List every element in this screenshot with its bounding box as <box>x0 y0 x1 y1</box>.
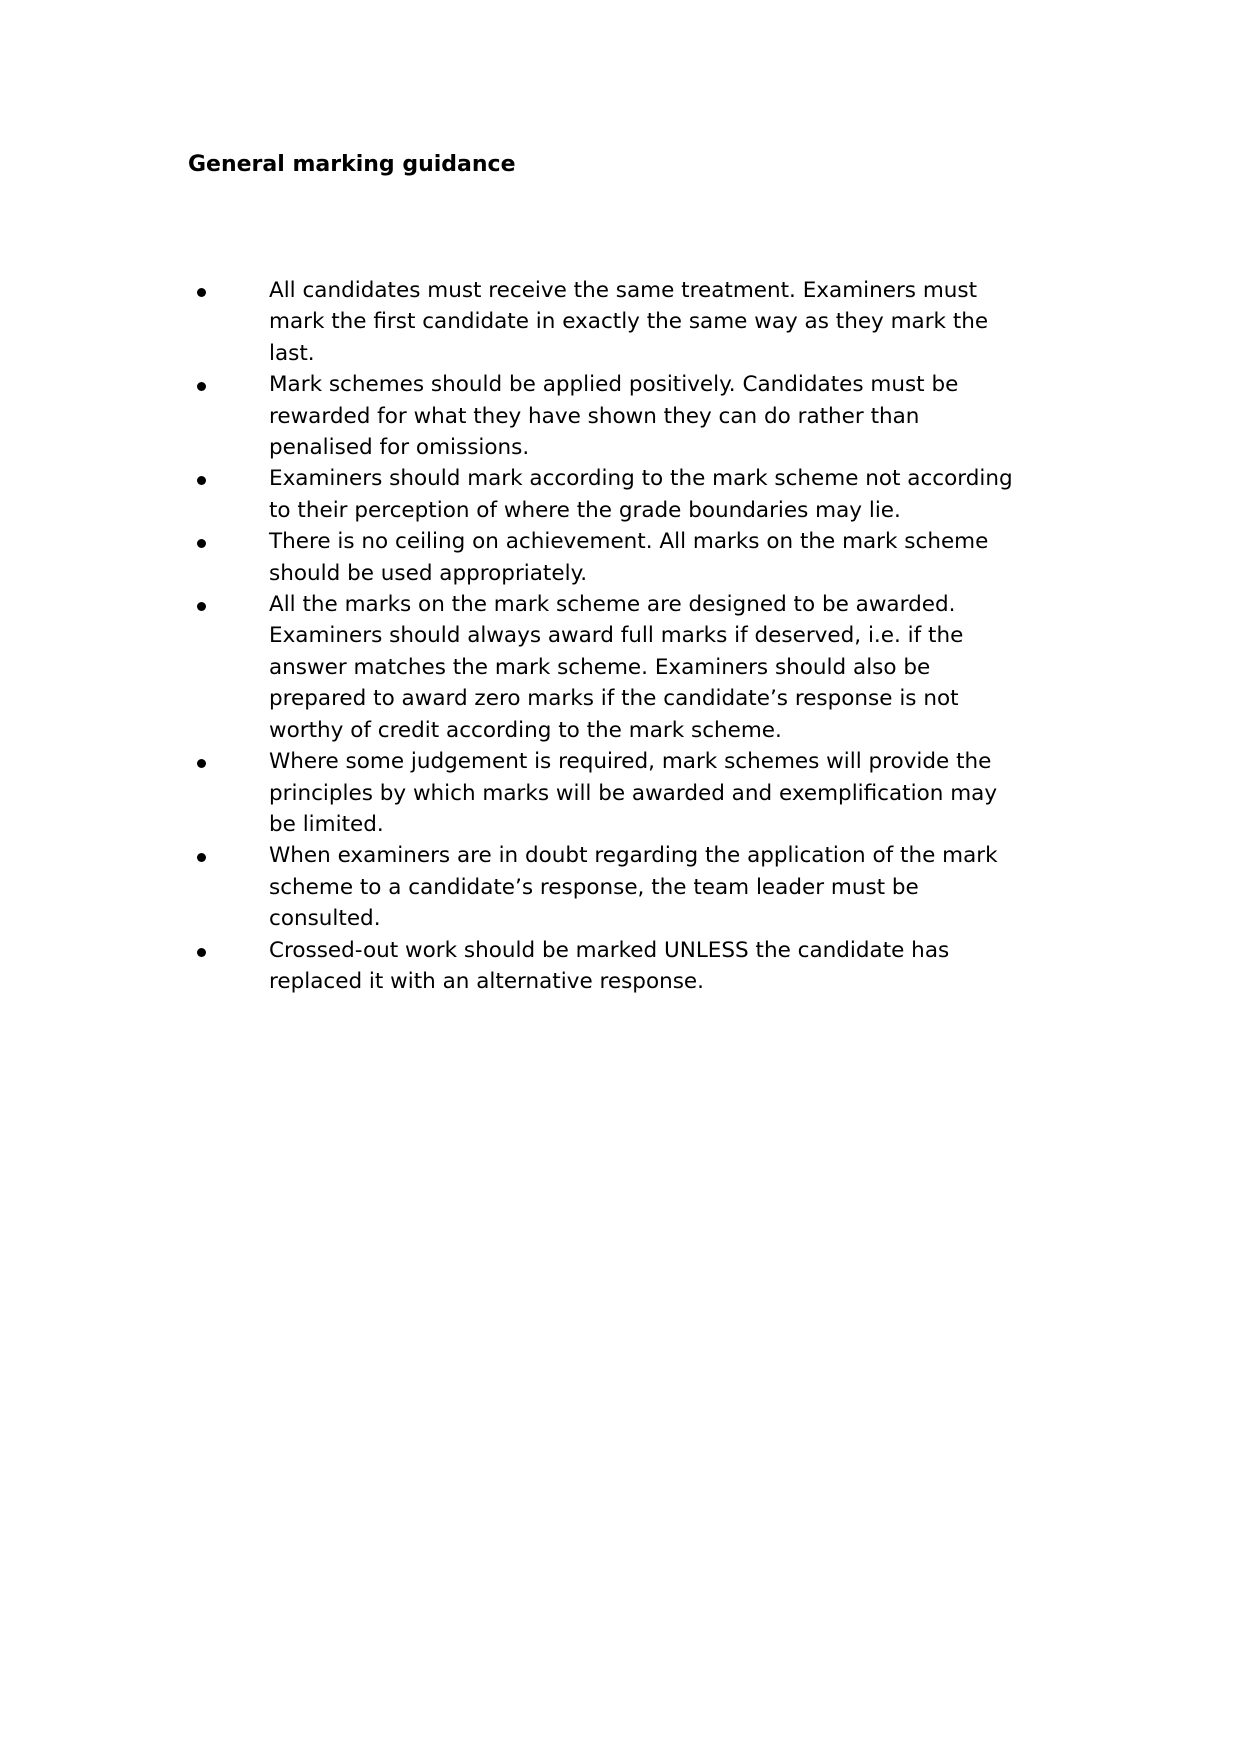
list-item <box>188 935 1018 998</box>
list-item-text: Examiners should mark according to the mark scheme not according to their perception of where the grade boundaries may lie. <box>269 466 1013 523</box>
bullet-icon <box>197 602 206 611</box>
list-item <box>188 589 1018 746</box>
bullet-icon <box>197 382 206 391</box>
bullet-icon <box>197 759 206 768</box>
list-item <box>188 526 1018 589</box>
guidance-list <box>188 275 1018 997</box>
bullet-icon <box>197 476 206 485</box>
list-item <box>188 746 1018 840</box>
bullet-icon <box>197 539 206 548</box>
list-item-text: Crossed-out work should be marked UNLESS the candidate has replaced it with an alternative response. <box>269 937 950 994</box>
list-item-text: All candidates must receive the same treatment. Examiners must mark the first candidate in exactly the same way as they mark the last. <box>269 278 989 366</box>
list-item-text: All the marks on the mark scheme are designed to be awarded. Examiners should always award full marks if deserved, i.e. if the answer matches the mark scheme. Examiners should also be prepared to award zero marks if the candidate’s response is not worthy of credit according to the mark scheme. <box>269 592 964 743</box>
list-item <box>188 840 1018 934</box>
list-item-text: When examiners are in doubt regarding the application of the mark scheme to a candidate’s response, the team leader must be consulted. <box>269 843 998 932</box>
list-item <box>188 369 1018 463</box>
list-item <box>188 463 1018 526</box>
bullet-icon <box>197 948 206 957</box>
list-item <box>188 275 1018 369</box>
bullet-icon <box>197 288 206 297</box>
list-item-text: There is no ceiling on achievement. All marks on the mark scheme should be used appropriately. <box>269 529 989 586</box>
bullet-icon <box>197 853 206 862</box>
list-item-text: Where some judgement is required, mark schemes will provide the principles by which marks will be awarded and exemplification may be limited. <box>269 749 998 837</box>
page-title: General marking guidance <box>188 152 516 177</box>
list-item-text: Mark schemes should be applied positively. Candidates must be rewarded for what they have shown they can do rather than penalised for omissions. <box>269 372 959 461</box>
